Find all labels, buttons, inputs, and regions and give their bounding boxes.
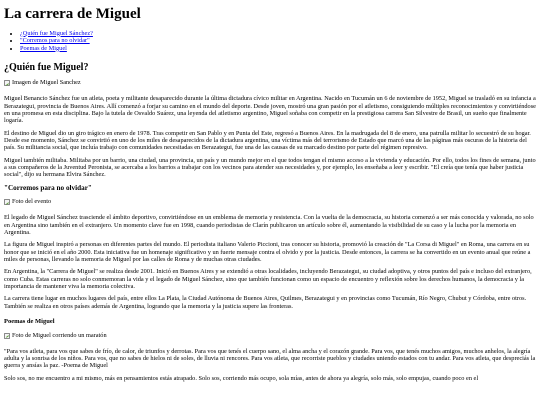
section-quien-fue bbox=[4, 62, 536, 179]
broken-image-icon bbox=[4, 80, 10, 86]
paragraph: Miguel Benancio Sánchez fue un atleta, poeta y militante desaparecido durante la última dictadura cívico militar en Argentina. Nacido en Tucumán un 6 de noviembre de 1952, Miguel se trasladó en su infancia a Berazategui, provincia de Buenos Aires. Allí comenzó a forjar su camino en el mundo del deporte. Desde joven, mostró una gran pasión por el atletismo, consiguiendo múltiples reconocimientos y convirtiéndose en una promesa en esta disciplina. Bajo la tutela de Osvaldo Suárez, una leyenda del atletismo argentino, Miguel soñaba con competir en la prestigiosa carrera San Silvestre de Brasil, un sueño que finalmente logaría. bbox=[4, 95, 536, 125]
paragraph: La carrera tiene lugar en muchos lugares del país, entre ellos La Plata, la Ciudad Autónoma de Buenos Aires, Quilmes, Berazategui y en provincias como Tucumán, Río Negro, Chubut y Córdoba, entre otros. También se realiza en otros países además de Argentina, logrando que la memoria y la justicia supere las fronteras. bbox=[4, 295, 527, 310]
toc-link-corremos[interactable]: "Corremos para no olvidar" bbox=[20, 37, 90, 45]
image-alt-text: Imagen de Miguel Sanchez bbox=[12, 79, 81, 87]
toc-link-quien-fue[interactable]: ¿Quién fue Miguel Sánchez? bbox=[20, 29, 93, 37]
image-placeholder bbox=[4, 79, 536, 87]
image-placeholder bbox=[4, 198, 536, 206]
paragraph: En Argentina, la "Carrera de Miguel" se realiza desde 2001. Inició en Buenos Aires y se extendió a otras localidades, incluyendo Berazategui, su ciudad adoptiva, y otros puntos del país e incluso del extranjero, como Cuba. Estas carreras no solo conmemoran la vida y el legado de Miguel Sánchez, sino que también funcionan como un espacio de encuentro y reflexión sobre los derechos humanos, la democracia y la importancia de mantener viva la memoria colectiva. bbox=[4, 268, 532, 291]
toc-item bbox=[20, 30, 536, 38]
image-alt-text: Foto del evento bbox=[12, 198, 52, 206]
image-placeholder bbox=[4, 332, 536, 340]
table-of-contents bbox=[4, 30, 536, 53]
broken-image-icon bbox=[4, 333, 10, 339]
image-alt-text: Foto de Miguel corriendo un maratón bbox=[12, 332, 107, 340]
paragraph: "Para vos atleta, para vos que sabes de frío, de calor, de triunfos y derrotas. Para vos que tenés el cuerpo sano, el alma ancha y el corazón grande. Para vos, que tenés muchos amigos, muchos anhelos, la alegría adulta y la sonrisa de los niños. Para vos, que no sabes de hielos ni de soles, de lluvia ni rencores. Para vos atleta, que recorriste pueblos y ciudades uniendo estados con tu andar. Para vos atleta, que despreciás la guerra y ansías la paz. -Poema de Miguel bbox=[4, 347, 536, 370]
section-heading: ¿Quién fue Miguel? bbox=[4, 62, 89, 74]
toc-item bbox=[20, 37, 536, 45]
paragraph: Miguel también militaba. Militaba por un barrio, una ciudad, una provincia, un país y un mundo mejor en el que todos tengan el mismo acceso a la vivienda y educación. Por ello, todos los fines de semana, junto a sus compañeros de la Juventud Peronista, se acercaba a los barrios a trabajar con los vecinos para atender sus necesidades y, por ejemplo, les enseñaba a leer y escribir. "El creía que tenía que haber justicia social", dijo su hermana Elvira Sánchez. bbox=[4, 156, 536, 179]
section-heading: "Corremos para no olvidar" bbox=[4, 183, 92, 192]
toc-item bbox=[20, 45, 536, 53]
broken-image-icon bbox=[4, 199, 10, 205]
page-title: La carrera de Miguel bbox=[4, 6, 141, 22]
toc-link-poemas[interactable]: Poemas de Miguel bbox=[20, 44, 67, 52]
section-heading: Poemas de Miguel bbox=[4, 318, 55, 326]
section-corremos bbox=[4, 184, 536, 310]
paragraph: El legado de Miguel Sánchez trasciende el ámbito deportivo, convirtiéndose en un emblema de memoria y resistencia. Con la vuelta de la democracia, su historia comenzó a ser más conocida y valorada, no solo en Argentina sino también en el extranjero. Un momento clave fue en 1998, cuando periodistas de Clarín publicaron un artículo sobre él, aumentando la visibilidad de su caso y la lucha por la memoria en Argentina. bbox=[4, 214, 534, 236]
paragraph: La figura de Miguel inspiró a personas en diferentes partes del mundo. El periodista italiano Valerio Piccioni, tras conocer su historia, promovió la creación de "La Corsa di Miguel" en Roma, una carrera en su honor que se inició en el año 2000. Esta iniciativa fue un homenaje significativo y un fuerte mensaje contra el olvido y por la justicia. Desde entonces, la carrera se ha convertido en un evento anual que reúne a miles de personas, llevando la memoria de Miguel por las calles de Roma y de muchas otras ciudades. bbox=[4, 241, 531, 263]
paragraph: Solo sos, no me encuentro a mi mismo, más en pensamientos estás atrapado. Solo sos, corriendo más ocupo, sola mías, antes de ahora ya alegría, solo más, solo empujas, cuando poco en el bbox=[4, 374, 479, 382]
section-poemas bbox=[4, 318, 536, 382]
paragraph: El destino de Miguel dio un giro trágico en enero de 1978. Tras competir en San Pablo y en Punta del Este, regresó a Buenos Aires. En la madrugada del 8 de enero, una patrulla militar lo secuestró de su hogar. Desde ese momento, Sánchez se convirtió en uno de los miles de desaparecidos de la dictadura argentina, una víctima más del terrorismo de Estado que marcó una de las páginas más oscuras de la historia del país. Su militancia social, que incluía trabajo con comunidades necesitadas en Berazategui, fue una de las causas de su marcado destino por parte del régimen represivo. bbox=[4, 129, 531, 152]
